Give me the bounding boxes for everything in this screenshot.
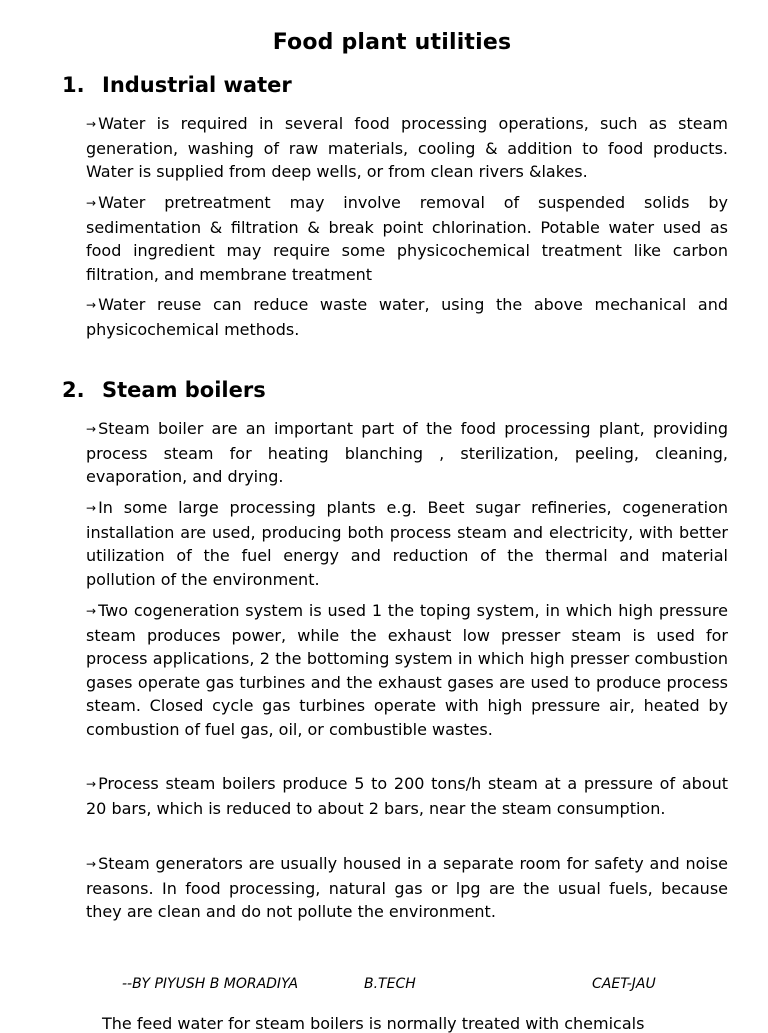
paragraph-text: Steam boiler are an important part of the food processing plant, providing process steam for heating blanching , sterilization, peeling, cleaning, evaporation, and drying. [86,419,728,486]
section-number: 1. [62,73,85,97]
paragraph-cogeneration [86,496,728,591]
paragraph-cogeneration-systems [86,599,728,741]
paragraph-water-requirement [86,112,728,184]
arrow-icon: → [86,604,97,618]
paragraph-text: Water is required in several food processing operations, such as steam generation, washing of raw materials, cooling & addition to food products. Water is supplied from deep wells, or from clean rivers &lakes. [86,114,728,181]
section-heading-industrial-water [62,73,292,97]
page-footer [0,976,768,994]
paragraph-text: In some large processing plants e.g. Beet sugar refineries, cogeneration installation are used, producing both process steam and electricity, with better utilization of the fuel energy and reduction of the thermal and material pollution of the environment. [86,498,728,589]
continued-text-line: The feed water for steam boilers is normally treated with chemicals [102,1014,645,1033]
arrow-icon: → [86,422,97,436]
footer-author: --BY PIYUSH B MORADIYA [122,976,299,992]
arrow-icon: → [86,196,97,210]
section-heading-steam-boilers [62,378,266,402]
arrow-icon: → [86,117,97,131]
page-title: Food plant utilities [272,30,512,55]
section-title: Industrial water [102,73,292,97]
footer-degree: B.TECH [364,976,416,992]
footer-institute: CAET-JAU [592,976,656,992]
arrow-icon: → [86,857,97,871]
paragraph-text: Two cogeneration system is used 1 the toping system, in which high pressure steam produces power, while the exhaust low presser steam is used for process applications, 2 the bottoming system in which high presser combustion gases operate gas turbines and the exhaust gases are used to produce process steam. Closed cycle gas turbines operate with high pressure air, heated by combustion of fuel gas, oil, or combustible wastes. [86,601,728,739]
paragraph-boiler-capacity [86,772,728,820]
arrow-icon: → [86,777,97,791]
paragraph-text: Process steam boilers produce 5 to 200 tons/h steam at a pressure of about 20 bars, which is reduced to about 2 bars, near the steam consumption. [86,774,728,818]
paragraph-text: Water pretreatment may involve removal of suspended solids by sedimentation & filtration & break point chlorination. Potable water used as food ingredient may require some physicochemical treatment like carbon filtration, and membrane treatment [86,193,728,284]
paragraph-water-pretreatment [86,191,728,286]
paragraph-text: Steam generators are usually housed in a separate room for safety and noise reasons. In food processing, natural gas or lpg are the usual fuels, because they are clean and do not pollute the environment. [86,854,728,921]
arrow-icon: → [86,298,97,312]
section-title: Steam boilers [102,378,266,402]
arrow-icon: → [86,501,97,515]
section-number: 2. [62,378,85,402]
paragraph-water-reuse [86,293,728,341]
paragraph-text: Water reuse can reduce waste water, using the above mechanical and physicochemical methods. [86,295,728,339]
paragraph-steam-generators [86,852,728,924]
paragraph-steam-boiler-role [86,417,728,489]
